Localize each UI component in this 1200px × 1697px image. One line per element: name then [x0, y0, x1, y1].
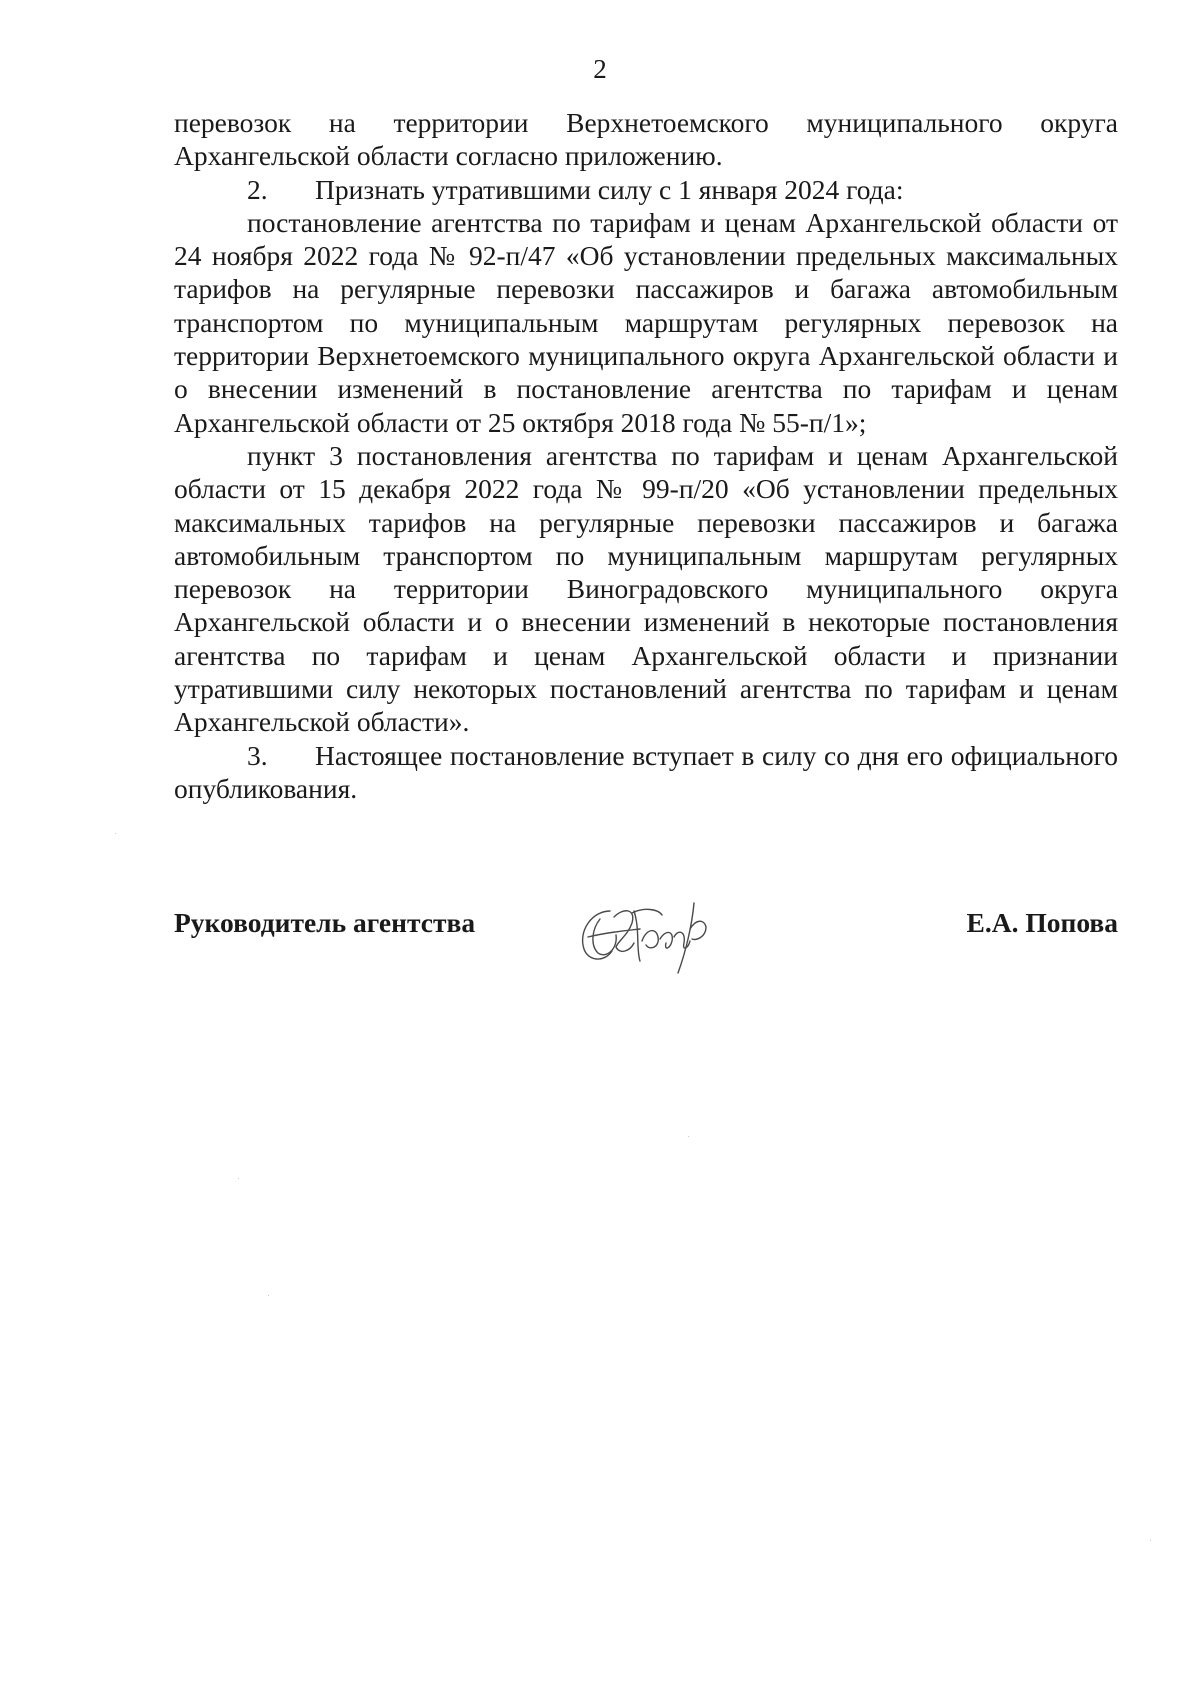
scan-speck — [688, 1136, 689, 1137]
scan-speck — [1150, 1540, 1151, 1541]
paragraph-continuation: перевозок на территории Верхнетоемского муниципального округа Архангельской области согласно приложению. — [174, 107, 1118, 172]
item-number: 2. — [247, 173, 268, 205]
item-number: 3. — [247, 739, 268, 771]
item-text: Настоящее постановление вступает в силу со дня его официального опубликования. — [174, 739, 1118, 804]
paragraph-item-2 — [174, 173, 1118, 206]
handwritten-signature — [570, 889, 720, 979]
signatory-title: Руководитель агентства — [174, 907, 476, 938]
paragraph-repealed-resolution: постановление агентства по тарифам и ценам Архангельской области от 24 ноября 2022 года № 92-п/47 «Об установлении предельных максимальных тарифов на регулярные перевозки пассажиров и багажа автомобильным транспортом по муниципальным маршрутам регулярных перевозок на территории Верхнетоемского муниципального округа Архангельской области и о внесении изменений в постановление агентства по тарифам и ценам Архангельской области от 25 октября 2018 года № 55-п/1»; — [174, 206, 1118, 438]
item-text: Признать утратившими силу с 1 января 2024 года: — [315, 173, 904, 205]
signatory-name: Е.А. Попова — [966, 907, 1118, 938]
scan-speck — [115, 833, 116, 834]
scan-speck — [238, 1178, 239, 1179]
scan-speck — [268, 1295, 269, 1296]
paragraph-item-3 — [174, 739, 1118, 806]
page-number: 2 — [593, 54, 607, 84]
paragraph-repealed-clause: пункт 3 постановления агентства по тарифам и ценам Архангельской области от 15 декабря 2022 года № 99-п/20 «Об установлении предельных максимальных тарифов на регулярные перевозки пассажиров и багажа автомобильным транспортом по муниципальным маршрутам регулярных перевозок на территории Виноградовского муниципального округа Архангельской области и о внесении изменений в некоторые постановления агентства по тарифам и ценам Архангельской области и признании утратившими силу некоторых постановлений агентства по тарифам и ценам Архангельской области». — [174, 439, 1118, 738]
document-body — [174, 106, 1118, 805]
signature-block — [174, 895, 1118, 985]
